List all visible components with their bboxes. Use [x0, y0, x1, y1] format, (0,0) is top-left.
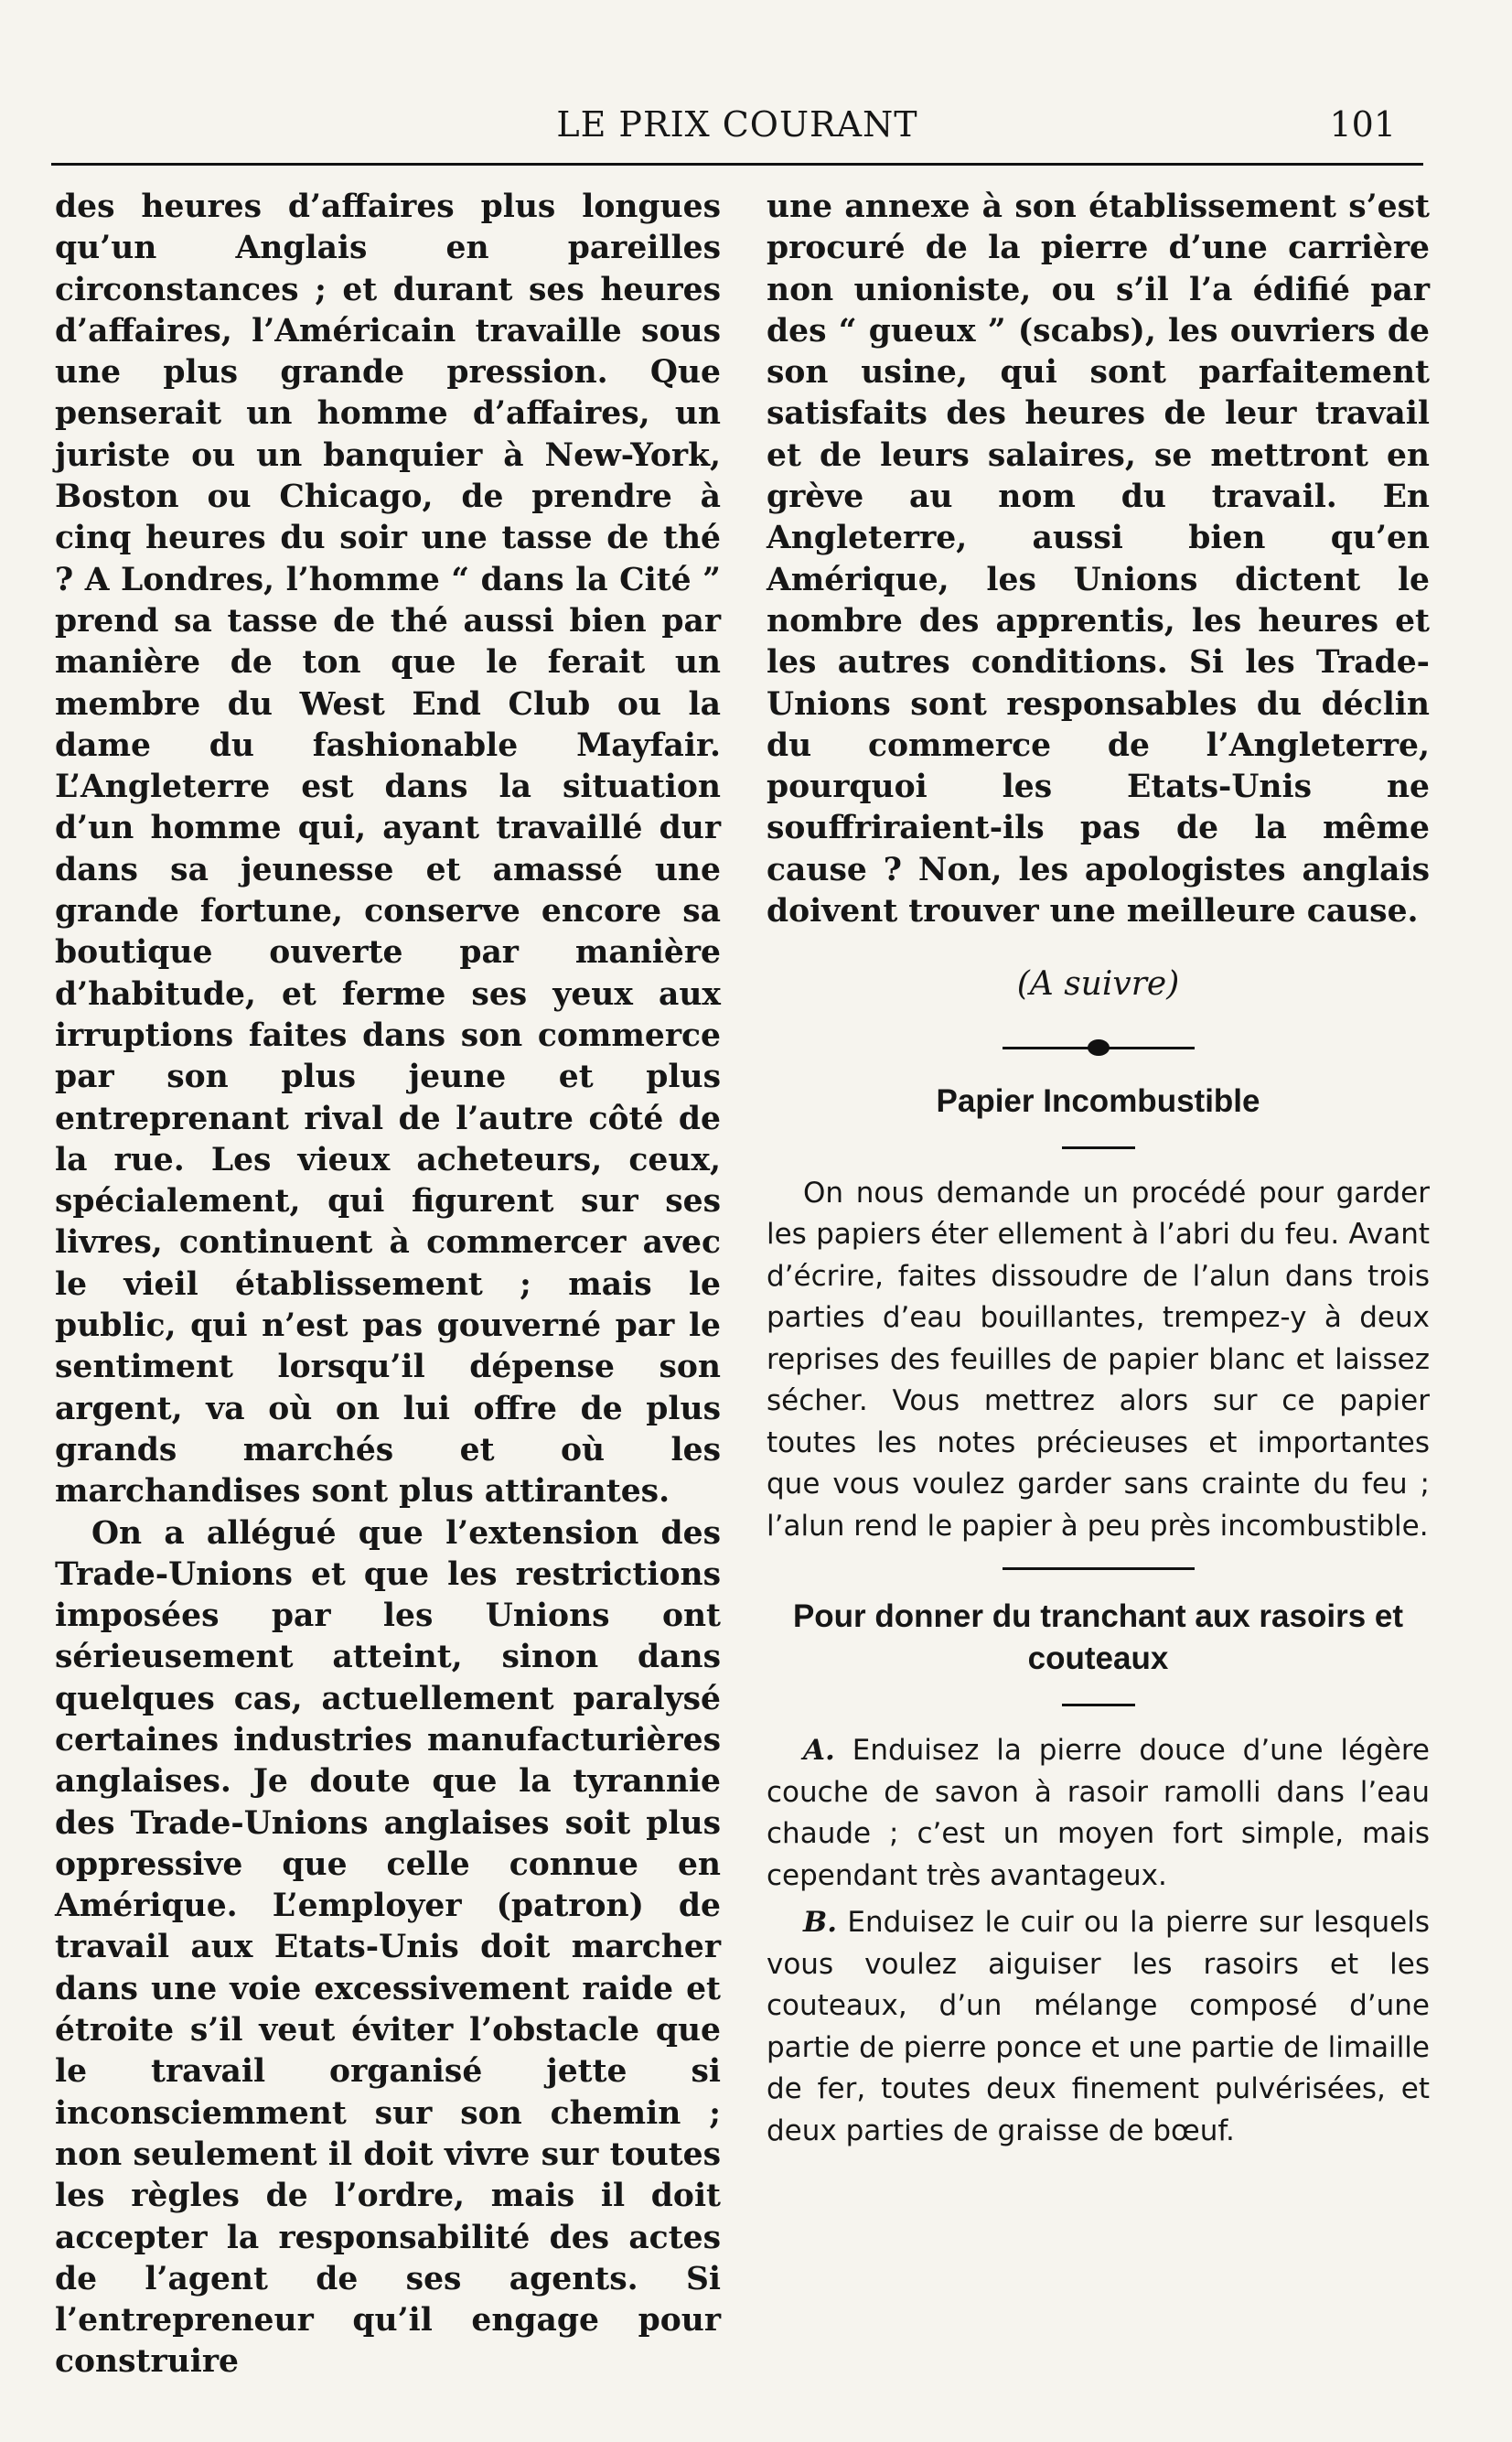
paragraph-2: On a allégué que l’extension des Trade-Unions et que les restrictions imposées par les Unions ont sérieusement atteint, sinon dans quelques cas, actuellement paralysé certaines industries manufacturières anglaises. Je doute que la tyrannie des Trade-Unions anglaises soit plus oppressive que celle connue en Amérique. L’employer (patron) de travail aux Etats-Unis doit marcher dans une voie excessivement raide et étroite s’il veut éviter l’obstacle que le travail organisé jette si inconsciemment sur son chemin ; non seulement il doit vivre sur toutes les règles de l’ordre, mais il doit accepter la responsabilité des actes de l’agent de ses agents. Si l’entrepreneur qu’il engage pour construire	[55, 1514, 721, 2381]
section-body-rasoirs	[767, 1730, 1430, 2152]
item-b-text: Enduisez le cuir ou la pierre sur lesquels vous voulez aiguiser les rasoirs et les couteaux, d’un mélange composé d’une partie de pierre ponce et une partie de limaille de fer, toutes deux finement pulvérisées, et deux parties de graisse de bœuf.	[767, 1906, 1431, 2147]
section-title-rasoirs: Pour donner du tranchant aux rasoirs et couteaux	[792, 1598, 1404, 1677]
item-a	[767, 1730, 1430, 1897]
ornament-divider	[1003, 1031, 1195, 1064]
section-title-papier: Papier Incombustible	[936, 1082, 1260, 1119]
paragraph-1: des heures d’affaires plus longues qu’un Anglais en pareilles circonstances ; et durant ses heures d’affaires, l’Américain travaille sous une plus grande pression. Que penserait un homme d’affaires, un juriste ou un banquier à New-York, Boston ou Chicago, de prendre à cinq heures du soir une tasse de thé ? A Londres, l’homme “ dans la Cité ” prend sa tasse de thé aussi bien par manière de ton que le ferait un membre du West End Club ou la dame du fashionable Mayfair. L’Angleterre est dans la situation d’un homme qui, ayant travaillé dur dans sa jeunesse et amassé une grande fortune, conserve encore sa boutique ouverte par manière d’habitude, et ferme ses yeux aux irruptions faites dans son commerce par son plus jeune et plus entreprenant rival de l’autre côté de la rue. Les vieux acheteurs, ceux, spécialement, qui figurent sur ses livres, continuent à commercer avec le vieil établissement ; mais le public, qui n’est pas gouverné par le sentiment lorsqu’il dépense son argent, va où on lui offre de plus grands marchés et où les marchandises sont plus attirantes.	[55, 188, 721, 1511]
page-number: 101	[1329, 104, 1396, 145]
ornament-dot	[1088, 1039, 1110, 1056]
right-column	[767, 187, 1430, 2157]
running-header	[51, 99, 1423, 154]
left-column	[55, 187, 721, 2383]
header-rule	[51, 163, 1423, 166]
paragraph-continuation: une annexe à son établissement s’est procuré de la pierre d’une carrière non unioniste, ou s’il l’a édifié par des “ gueux ” (scabs), les ouvriers de son usine, qui sont parfaitement satisfaits des heures de leur travail et de leurs salaires, se mettront en grève au nom du travail. En Angleterre, aussi bien qu’en Amérique, les Unions dictent le nombre des apprentis, les heures et les autres conditions. Si les Trade-Unions sont responsables du déclin du commerce de l’Angleterre, pourquoi les Etats-Unis ne souffriraient-ils pas de la même cause ? Non, les apologistes anglais doivent trouver une meilleure cause.	[767, 188, 1430, 931]
short-rule-2	[1062, 1704, 1135, 1706]
section-divider	[1003, 1567, 1195, 1570]
item-b-label: B.	[803, 1906, 837, 1940]
running-title: LE PRIX COURANT	[556, 104, 918, 145]
to-be-continued: (A suivre)	[1016, 965, 1180, 1004]
item-a-text: Enduisez la pierre douce d’une légère couche de savon à rasoir ramolli dans l’eau chaude ; c’est un moyen fort simple, mais cependant très avantageux.	[767, 1734, 1431, 1892]
item-a-label: A.	[803, 1734, 835, 1768]
section-body-papier	[767, 1173, 1430, 1548]
papier-paragraph: On nous demande un procédé pour garder les papiers éter ellement à l’abri du feu. Avant d’écrire, faites dissoudre de l’alun dans trois parties d’eau bouillantes, trempez-y à deux reprises des feuilles de papier blanc et laissez sécher. Vous mettrez alors sur ce papier toutes les notes précieuses et importantes que vous voulez garder sans crainte du feu ; l’alun rend le papier à peu près incombustible.	[767, 1176, 1430, 1543]
item-b	[767, 1902, 1430, 2152]
short-rule	[1062, 1146, 1135, 1149]
